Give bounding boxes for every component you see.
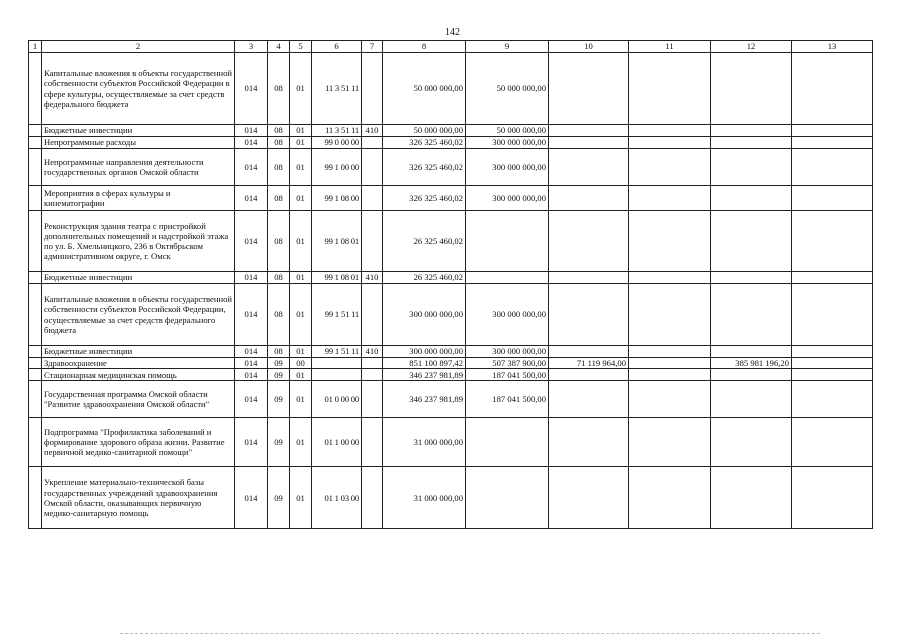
header-col-5: 5 [290,41,312,53]
cell-amount-12 [711,467,792,529]
cell-admin-code: 014 [235,418,268,467]
cell-amount-12: 385 981 196,20 [711,358,792,369]
cell-amount-13 [792,358,873,369]
header-col-6: 6 [312,41,362,53]
cell-amount-12 [711,137,792,149]
table-row [29,284,873,346]
cell-amount-10 [549,418,629,467]
cell-col1 [29,284,42,346]
header-col-13: 13 [792,41,873,53]
cell-amount-8: 300 000 000,00 [383,284,466,346]
header-col-10: 10 [549,41,629,53]
cell-subsection: 01 [290,137,312,149]
cell-subsection: 01 [290,211,312,272]
cell-name: Государственная программа Омской области "Развитие здравоохранения Омской области" [42,381,235,418]
cell-amount-10 [549,211,629,272]
cell-target-article: 99 1 08 01 [312,211,362,272]
header-col-7: 7 [362,41,383,53]
cell-col1 [29,467,42,529]
cell-expense-type: 410 [362,272,383,284]
cell-amount-12 [711,272,792,284]
cell-amount-10 [549,272,629,284]
cell-admin-code: 014 [235,467,268,529]
cell-expense-type [362,137,383,149]
cell-expense-type [362,381,383,418]
cell-amount-13 [792,418,873,467]
cell-amount-8: 851 100 897,42 [383,358,466,369]
cell-amount-10 [549,284,629,346]
cell-col1 [29,137,42,149]
table-row [29,346,873,358]
cell-subsection: 01 [290,125,312,137]
cell-amount-10 [549,381,629,418]
cell-target-article: 01 1 03 00 [312,467,362,529]
cell-amount-11 [629,137,711,149]
cell-target-article: 01 0 00 00 [312,381,362,418]
cell-expense-type [362,211,383,272]
cell-section: 08 [268,137,290,149]
table-row [29,467,873,529]
cell-admin-code: 014 [235,381,268,418]
cell-col1 [29,211,42,272]
budget-table [28,40,873,529]
cell-col1 [29,272,42,284]
cell-section: 09 [268,381,290,418]
cell-section: 08 [268,53,290,125]
cell-amount-11 [629,346,711,358]
cell-amount-8: 346 237 981,89 [383,369,466,381]
cell-target-article: 99 0 00 00 [312,137,362,149]
cell-subsection: 01 [290,284,312,346]
cell-section: 09 [268,467,290,529]
cell-section: 08 [268,125,290,137]
cell-amount-10: 71 119 964,00 [549,358,629,369]
cell-amount-12 [711,369,792,381]
cell-amount-10 [549,369,629,381]
cell-section: 09 [268,358,290,369]
cell-col1 [29,53,42,125]
cell-expense-type [362,53,383,125]
cell-admin-code: 014 [235,149,268,186]
cell-amount-10 [549,186,629,211]
cell-section: 08 [268,284,290,346]
cell-amount-10 [549,125,629,137]
cell-amount-10 [549,53,629,125]
cell-amount-8: 50 000 000,00 [383,53,466,125]
table-row [29,211,873,272]
cell-amount-8: 326 325 460,02 [383,186,466,211]
cell-amount-13 [792,369,873,381]
cell-section: 08 [268,346,290,358]
cell-amount-12 [711,211,792,272]
cell-name: Непрограммные расходы [42,137,235,149]
cell-target-article [312,358,362,369]
cell-expense-type [362,186,383,211]
cell-subsection: 01 [290,381,312,418]
cell-target-article: 99 1 51 11 [312,284,362,346]
cell-subsection: 01 [290,418,312,467]
cell-col1 [29,381,42,418]
table-row [29,53,873,125]
cell-amount-12 [711,381,792,418]
cell-name: Здравоохранение [42,358,235,369]
cell-target-article: 11 3 51 11 [312,125,362,137]
header-col-9: 9 [466,41,549,53]
cell-amount-9: 300 000 000,00 [466,284,549,346]
cell-target-article: 01 1 00 00 [312,418,362,467]
cell-name: Бюджетные инвестиции [42,346,235,358]
cell-amount-8: 50 000 000,00 [383,125,466,137]
cell-admin-code: 014 [235,125,268,137]
cell-amount-11 [629,272,711,284]
cell-amount-8: 346 237 981,89 [383,381,466,418]
cell-target-article: 99 1 08 01 [312,272,362,284]
table-body [29,41,873,529]
header-col-4: 4 [268,41,290,53]
cell-section: 09 [268,418,290,467]
cell-name: Капитальные вложения в объекты государственной собственности субъектов Российской Федерации в сфере культуры, осуществляемые за счет средств федерального бюджета [42,53,235,125]
cell-name: Реконструкция здания театра с пристройкой дополнительных помещений и надстройкой этажа по ул. Б. Хмельницкого, 236 в Октябрьском административном округе, г. Омск [42,211,235,272]
cell-subsection: 01 [290,346,312,358]
cell-name: Капитальные вложения в объекты государственной собственности субъектов Российской Федерации, осуществляемые за счет средств федерального бюджета [42,284,235,346]
cell-col1 [29,418,42,467]
cell-name: Укрепление материально-технической базы государственных учреждений здравоохранения Омской области, оказывающих первичную медико-санитарную помощь [42,467,235,529]
table-row [29,137,873,149]
cell-target-article: 99 1 51 11 [312,346,362,358]
cell-expense-type [362,284,383,346]
cell-amount-12 [711,186,792,211]
cell-amount-13 [792,211,873,272]
cell-admin-code: 014 [235,358,268,369]
cell-amount-9 [466,211,549,272]
cell-amount-9: 300 000 000,00 [466,149,549,186]
cell-amount-12 [711,346,792,358]
cell-name: Стационарная медицинская помощь [42,369,235,381]
cell-target-article [312,369,362,381]
table-header-row [29,41,873,53]
cell-section: 09 [268,369,290,381]
cell-admin-code: 014 [235,53,268,125]
cell-amount-13 [792,467,873,529]
cell-subsection: 00 [290,358,312,369]
cell-section: 08 [268,211,290,272]
cell-amount-10 [549,346,629,358]
cell-amount-10 [549,149,629,186]
cell-admin-code: 014 [235,346,268,358]
header-col-12: 12 [711,41,792,53]
cell-expense-type [362,149,383,186]
cell-amount-13 [792,272,873,284]
cell-amount-9: 50 000 000,00 [466,53,549,125]
cell-amount-13 [792,346,873,358]
cell-admin-code: 014 [235,186,268,211]
cell-amount-10 [549,137,629,149]
cell-amount-13 [792,53,873,125]
cell-amount-12 [711,149,792,186]
table-row [29,125,873,137]
cell-col1 [29,149,42,186]
cell-amount-11 [629,149,711,186]
cell-subsection: 01 [290,467,312,529]
cell-admin-code: 014 [235,284,268,346]
cell-admin-code: 014 [235,369,268,381]
cell-amount-11 [629,418,711,467]
cell-subsection: 01 [290,149,312,186]
cell-subsection: 01 [290,272,312,284]
table-row [29,272,873,284]
cell-amount-10 [549,467,629,529]
table-row [29,381,873,418]
cell-subsection: 01 [290,53,312,125]
cell-amount-9: 187 041 500,00 [466,381,549,418]
header-col-2: 2 [42,41,235,53]
cell-amount-9 [466,418,549,467]
cell-amount-9 [466,272,549,284]
cell-amount-11 [629,125,711,137]
cell-amount-8: 326 325 460,02 [383,149,466,186]
cell-name: Подпрограмма "Профилактика заболеваний и формирование здорового образа жизни. Развитие первичной медико-санитарной помощи" [42,418,235,467]
table-row [29,418,873,467]
cell-expense-type: 410 [362,346,383,358]
cell-amount-8: 26 325 460,02 [383,211,466,272]
header-col-11: 11 [629,41,711,53]
cell-col1 [29,369,42,381]
cell-amount-11 [629,53,711,125]
cell-amount-12 [711,125,792,137]
cell-name: Бюджетные инвестиции [42,125,235,137]
cell-expense-type [362,418,383,467]
header-col-1: 1 [29,41,42,53]
header-col-8: 8 [383,41,466,53]
cell-target-article: 99 1 08 00 [312,186,362,211]
cell-col1 [29,346,42,358]
cell-col1 [29,186,42,211]
cell-subsection: 01 [290,369,312,381]
cell-amount-12 [711,53,792,125]
cell-section: 08 [268,149,290,186]
cell-name: Бюджетные инвестиции [42,272,235,284]
table-row [29,358,873,369]
cell-target-article: 11 3 51 11 [312,53,362,125]
cell-admin-code: 014 [235,137,268,149]
header-col-3: 3 [235,41,268,53]
cell-amount-11 [629,284,711,346]
cell-amount-13 [792,149,873,186]
cell-amount-13 [792,186,873,211]
cell-amount-8: 31 000 000,00 [383,418,466,467]
cell-amount-13 [792,381,873,418]
cell-amount-11 [629,186,711,211]
cell-amount-9: 300 000 000,00 [466,186,549,211]
cell-expense-type [362,369,383,381]
cell-amount-9: 300 000 000,00 [466,137,549,149]
cell-admin-code: 014 [235,272,268,284]
cell-amount-9: 50 000 000,00 [466,125,549,137]
cell-expense-type [362,467,383,529]
cell-amount-11 [629,381,711,418]
cell-expense-type: 410 [362,125,383,137]
cell-amount-9: 507 387 900,00 [466,358,549,369]
table-row [29,369,873,381]
cell-amount-8: 31 000 000,00 [383,467,466,529]
cell-section: 08 [268,272,290,284]
cell-col1 [29,358,42,369]
cell-name: Непрограммные направления деятельности государственных органов Омской области [42,149,235,186]
cell-amount-8: 26 325 460,02 [383,272,466,284]
cell-amount-13 [792,137,873,149]
cell-amount-11 [629,369,711,381]
cell-col1 [29,125,42,137]
cell-amount-13 [792,284,873,346]
cell-name: Мероприятия в сферах культуры и кинематографии [42,186,235,211]
page-number: 142 [445,27,460,38]
page-bottom-rule [120,633,820,634]
cell-amount-12 [711,418,792,467]
table-row [29,149,873,186]
cell-amount-9 [466,467,549,529]
cell-amount-12 [711,284,792,346]
cell-amount-9: 300 000 000,00 [466,346,549,358]
cell-amount-13 [792,125,873,137]
table-row [29,186,873,211]
cell-expense-type [362,358,383,369]
cell-target-article: 99 1 00 00 [312,149,362,186]
cell-section: 08 [268,186,290,211]
cell-amount-11 [629,467,711,529]
cell-admin-code: 014 [235,211,268,272]
cell-subsection: 01 [290,186,312,211]
cell-amount-8: 326 325 460,02 [383,137,466,149]
cell-amount-8: 300 000 000,00 [383,346,466,358]
cell-amount-11 [629,358,711,369]
cell-amount-9: 187 041 500,00 [466,369,549,381]
cell-amount-11 [629,211,711,272]
